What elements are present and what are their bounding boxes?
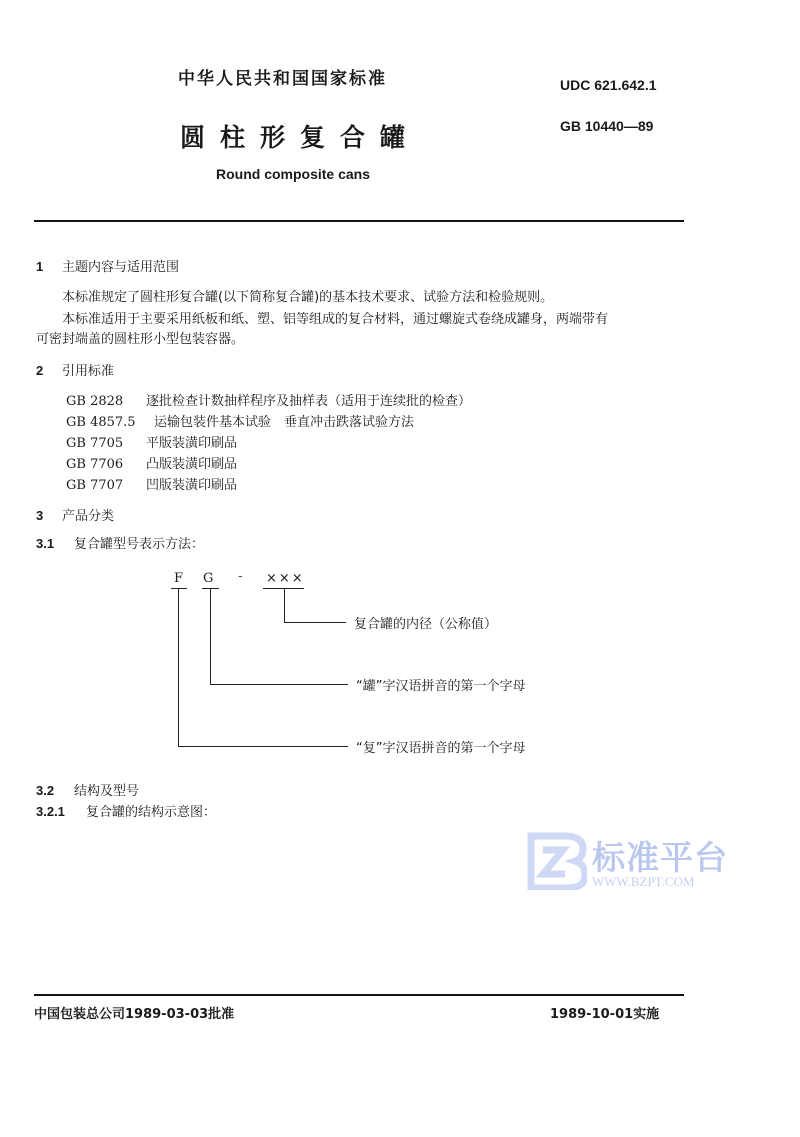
section-number: 1 bbox=[36, 259, 44, 274]
section-2-heading bbox=[36, 360, 114, 379]
section-1-paragraph-2-cont: 可密封端盖的圆柱形小型包装容器。 bbox=[36, 332, 245, 347]
section-title: 产品分类 bbox=[62, 509, 115, 524]
reference-code: GB 2828 bbox=[66, 394, 124, 409]
section-1-heading bbox=[36, 256, 179, 275]
leader-g-vertical bbox=[210, 588, 211, 685]
section-title: 结构及型号 bbox=[74, 784, 140, 799]
reference-title: 运输包装件基本试验 垂直冲击跌落试验方法 bbox=[154, 415, 415, 430]
code-dash: - bbox=[238, 569, 243, 584]
reference-item bbox=[66, 453, 237, 472]
section-number: 3.2.1 bbox=[36, 804, 65, 819]
section-number: 3.1 bbox=[36, 536, 55, 551]
section-3-heading bbox=[36, 505, 114, 524]
underline-f bbox=[171, 588, 187, 589]
national-standard-label: 中华人民共和国国家标准 bbox=[178, 69, 387, 89]
reference-code: GB 7705 bbox=[66, 436, 124, 451]
udc-number: UDC 621.642.1 bbox=[560, 77, 657, 93]
standard-number: GB 10440—89 bbox=[560, 118, 654, 134]
reference-title: 凸版装潢印刷品 bbox=[146, 457, 238, 472]
section-number: 2 bbox=[36, 363, 44, 378]
leader-g-horizontal bbox=[210, 684, 348, 685]
section-3-2-1-heading bbox=[36, 801, 216, 820]
section-title: 引用标准 bbox=[62, 364, 115, 379]
section-number: 3 bbox=[36, 508, 44, 523]
leader-f-horizontal bbox=[178, 746, 348, 747]
reference-item bbox=[66, 432, 237, 451]
leader-xxx-vertical bbox=[284, 588, 285, 623]
leader-xxx-horizontal bbox=[284, 622, 346, 623]
section-title: 主题内容与适用范围 bbox=[62, 260, 180, 275]
document-title-en: Round composite cans bbox=[216, 166, 371, 182]
watermark-text: 标准平台 bbox=[592, 838, 728, 877]
reference-item bbox=[66, 390, 471, 409]
reference-title: 平版装潢印刷品 bbox=[146, 436, 238, 451]
label-inner-diameter: 复合罐的内径（公称值） bbox=[354, 617, 498, 632]
reference-title: 逐批检查计数抽样程序及抽样表（适用于连续批的检查） bbox=[146, 394, 472, 409]
reference-code: GB 7706 bbox=[66, 457, 124, 472]
watermark-url: WWW.BZPT.COM bbox=[592, 874, 695, 889]
code-xxx: ××× bbox=[266, 571, 305, 586]
watermark-logo-icon bbox=[527, 832, 587, 894]
footer-divider bbox=[34, 994, 684, 996]
section-1-paragraph-1: 本标准规定了圆柱形复合罐(以下简称复合罐)的基本技术要求、试验方法和检验规则。 bbox=[62, 290, 554, 305]
label-guan-pinyin: “罐”字汉语拼音的第一个字母 bbox=[356, 679, 526, 694]
reference-code: GB 4857.5 bbox=[66, 415, 136, 430]
section-3-1-heading bbox=[36, 533, 204, 552]
section-title: 复合罐的结构示意图： bbox=[86, 805, 217, 820]
document-title-cn: 圆柱形复合罐 bbox=[180, 123, 421, 152]
reference-code: GB 7707 bbox=[66, 478, 124, 493]
effective-date: 1989-10-01实施 bbox=[550, 1007, 660, 1022]
reference-title: 凹版装潢印刷品 bbox=[146, 478, 238, 493]
code-letter-g: G bbox=[203, 571, 214, 586]
section-number: 3.2 bbox=[36, 783, 55, 798]
label-fu-pinyin: “复”字汉语拼音的第一个字母 bbox=[356, 741, 526, 756]
section-title: 复合罐型号表示方法： bbox=[74, 537, 205, 552]
code-letter-f: F bbox=[174, 571, 184, 586]
approval-date: 中国包装总公司1989-03-03批准 bbox=[34, 1007, 235, 1022]
reference-item bbox=[66, 474, 237, 493]
section-3-2-heading bbox=[36, 780, 139, 799]
header-divider bbox=[34, 220, 684, 222]
reference-item bbox=[66, 411, 414, 430]
section-1-paragraph-2: 本标准适用于主要采用纸板和纸、塑、铝等组成的复合材料，通过螺旋式卷绕成罐身，两端带有 bbox=[62, 312, 609, 327]
leader-f-vertical bbox=[178, 588, 179, 746]
